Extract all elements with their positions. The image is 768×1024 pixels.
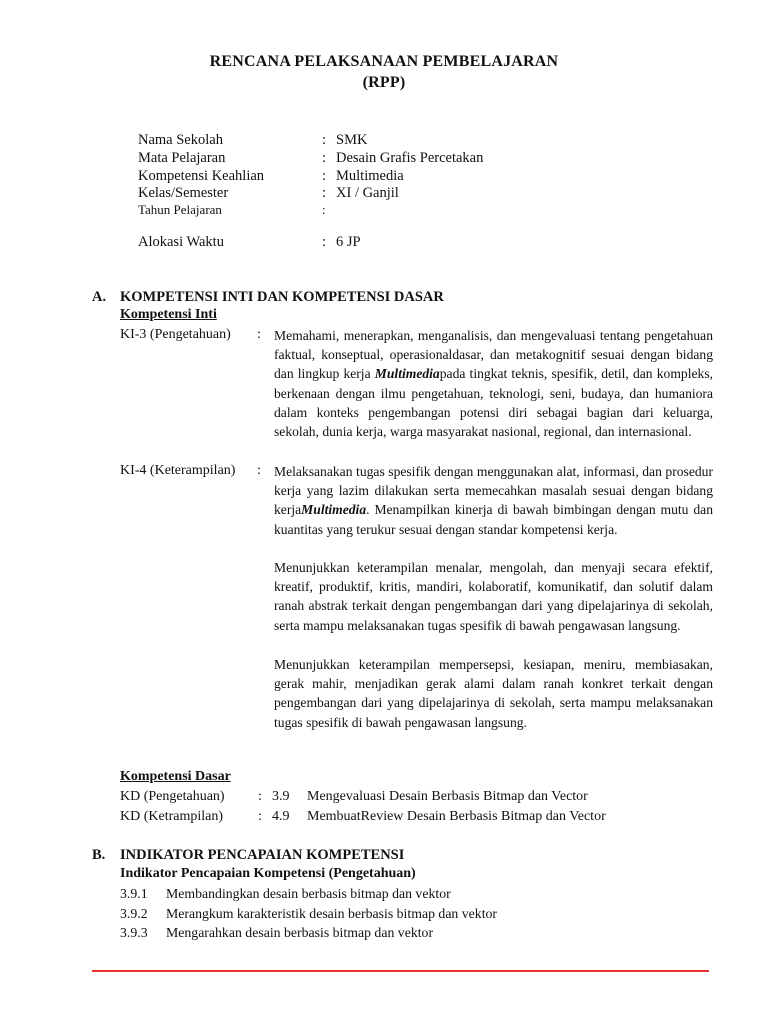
- identity-colon: :: [322, 132, 327, 148]
- ki4-emphasis: Multimedia: [301, 502, 367, 518]
- document-subtitle: (RPP): [362, 74, 406, 91]
- section-title: INDIKATOR PENCAPAIAN KOMPETENSI: [120, 847, 405, 863]
- identity-colon: :: [322, 150, 327, 166]
- identity-colon: :: [322, 185, 327, 201]
- identity-colon: :: [322, 168, 327, 184]
- identity-label: Alokasi Waktu: [138, 234, 224, 250]
- ki3-emphasis: Multimedia: [374, 366, 440, 382]
- section-number: B.: [92, 847, 106, 863]
- ki3-text: [274, 326, 713, 441]
- identity-label: Kompetensi Keahlian: [138, 168, 265, 184]
- kd-code: 4.9: [272, 809, 290, 824]
- identity-value: 6 JP: [336, 234, 361, 250]
- indicator-heading: Indikator Pencapaian Kompetensi (Pengetahuan): [120, 866, 416, 881]
- indicator-description: Merangkum karakteristik desain berbasis bitmap dan vektor: [166, 906, 498, 921]
- document-title: RENCANA PELAKSANAAN PEMBELAJARAN: [209, 53, 559, 70]
- indicator-code: 3.9.2: [120, 906, 148, 921]
- identity-value: Desain Grafis Percetakan: [336, 150, 484, 166]
- kd-heading: Kompetensi Dasar: [120, 769, 231, 784]
- ki4-text-part: Melaksanakan tugas spesifik dengan menggunakan alat, informasi, dan prosedur kerja yang lazim dilakukan serta memecahkan masalah sesuai dengan bidang kerja: [274, 464, 713, 518]
- ki3-label: KI-3 (Pengetahuan): [120, 327, 231, 342]
- section-title: KOMPETENSI INTI DAN KOMPETENSI DASAR: [120, 289, 444, 305]
- kd-code: 3.9: [272, 789, 290, 804]
- kd-label: KD (Pengetahuan): [120, 789, 225, 804]
- ki4-colon: :: [257, 463, 261, 478]
- identity-label: Kelas/Semester: [138, 185, 229, 201]
- kd-colon: :: [258, 809, 262, 824]
- identity-colon: :: [322, 234, 327, 250]
- identity-label: Nama Sekolah: [138, 132, 223, 148]
- indicator-code: 3.9.1: [120, 886, 148, 901]
- kd-description: MembuatReview Desain Berbasis Bitmap dan Vector: [307, 809, 606, 824]
- indicator-description: Mengarahkan desain berbasis bitmap dan vektor: [166, 925, 434, 940]
- ki-heading: Kompetensi Inti: [120, 307, 217, 322]
- ki3-text-part: pada tingkat teknis, spesifik, detil, dan kompleks, berkenaan dengan ilmu pengetahuan, teknologi, seni, budaya, dan humaniora dalam konteks pengembangan potensi diri sebagai bagian dari keluarga, sekolah, dunia kerja, warga masyarakat nasional, regional, dan internasional.: [274, 366, 714, 440]
- ki4-paragraph-2: Menunjukkan keterampilan menalar, mengolah, dan menyaji secara efektif, kreatif, produktif, kritis, mandiri, kolaboratif, komunikatif, dan solutif dalam ranah abstrak terkait dengan pengembangan dari yang dipelajarinya di sekolah, serta mampu melaksanakan tugas spesifik di bawah pengawasan langsung.: [274, 560, 713, 633]
- identity-value: Multimedia: [336, 168, 404, 184]
- kd-colon: :: [258, 789, 262, 804]
- ki4-text-part: . Menampilkan kinerja di bawah bimbingan dengan mutu dan kuantitas yang terukur sesuai dengan standar kompetensi kerja.: [274, 502, 713, 537]
- ki3-colon: :: [257, 327, 261, 342]
- footer-rule: [92, 970, 709, 972]
- ki4-label: KI-4 (Keterampilan): [120, 463, 236, 478]
- kd-label: KD (Ketrampilan): [120, 809, 224, 824]
- indicator-code: 3.9.3: [120, 925, 148, 940]
- identity-colon: :: [322, 202, 326, 217]
- identity-label: Tahun Pelajaran: [138, 202, 222, 217]
- identity-value: SMK: [336, 132, 368, 148]
- section-number: A.: [92, 289, 107, 305]
- kd-description: Mengevaluasi Desain Berbasis Bitmap dan Vector: [307, 789, 588, 804]
- indicator-description: Membandingkan desain berbasis bitmap dan vektor: [166, 886, 451, 901]
- ki4-paragraph-3: Menunjukkan keterampilan mempersepsi, kesiapan, meniru, membiasakan, gerak mahir, menjadikan gerak alami dalam ranah konkret terkait dengan pengembangan dari yang dipelajarinya di sekolah, serta mampu melaksanakan tugas spesifik di bawah pengawasan langsung.: [274, 657, 713, 730]
- identity-value: XI / Ganjil: [336, 185, 399, 201]
- ki3-text-part: Memahami, menerapkan, menganalisis, dan mengevaluasi tentang pengetahuan faktual, konseptual, operasionaldasar, dan metakognitif sesuai dengan bidang dan lingkup kerja: [274, 328, 713, 382]
- ki4-paragraph-1: [274, 462, 713, 539]
- identity-label: Mata Pelajaran: [138, 150, 226, 166]
